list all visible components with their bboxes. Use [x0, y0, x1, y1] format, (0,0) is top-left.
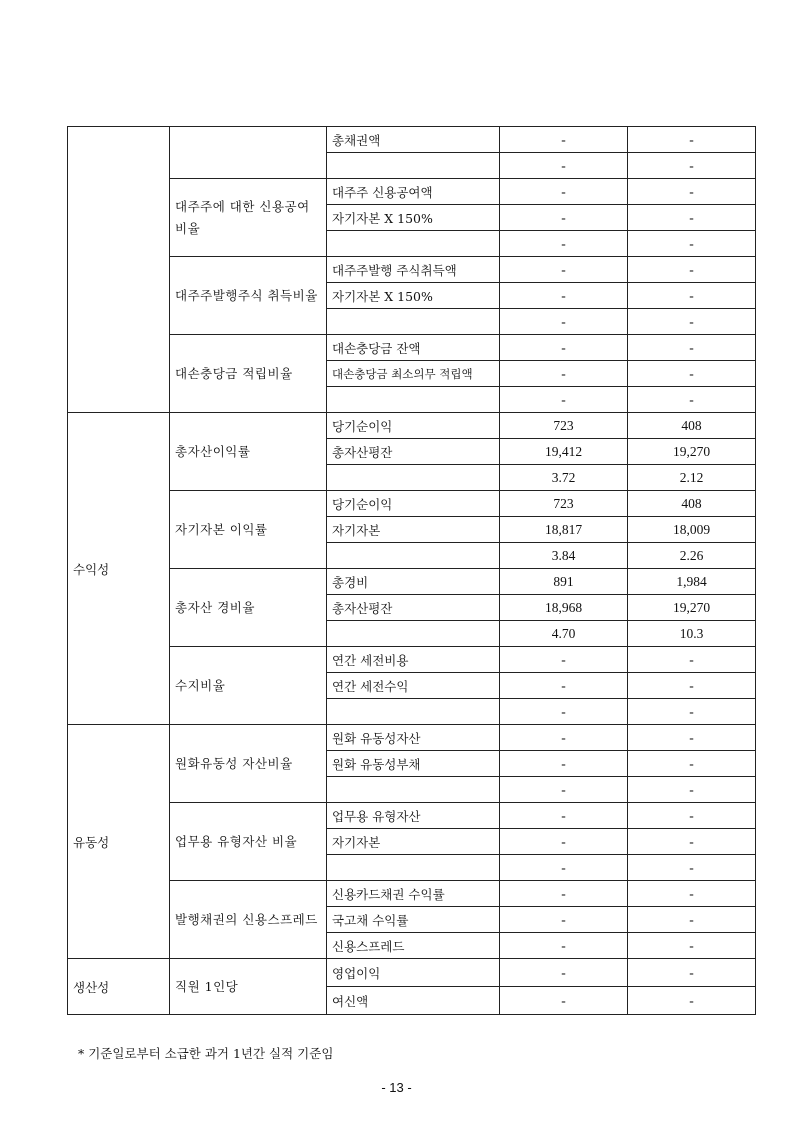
component-cell — [327, 777, 500, 803]
value-cell-2: - — [628, 647, 756, 673]
component-cell: 신용카드채권 수익률 — [327, 881, 500, 907]
table-row — [68, 127, 756, 153]
component-cell — [327, 387, 500, 413]
value-cell-1: - — [500, 127, 628, 153]
table-row — [68, 569, 756, 595]
value-cell-1: - — [500, 153, 628, 179]
value-cell-1: 723 — [500, 491, 628, 517]
value-cell-2: - — [628, 855, 756, 881]
value-cell-2: - — [628, 673, 756, 699]
table-row — [68, 257, 756, 283]
component-cell: 총자산평잔 — [327, 595, 500, 621]
value-cell-2: 1,984 — [628, 569, 756, 595]
item-cell: 자기자본 이익률 — [170, 491, 327, 569]
table-row — [68, 413, 756, 439]
component-cell: 연간 세전비용 — [327, 647, 500, 673]
component-cell: 원화 유동성자산 — [327, 725, 500, 751]
component-cell: 연간 세전수익 — [327, 673, 500, 699]
item-cell: 대손충당금 적립비율 — [170, 335, 327, 413]
value-cell-1: - — [500, 777, 628, 803]
item-cell: 직원 1인당 — [170, 959, 327, 1015]
table-row — [68, 179, 756, 205]
table-row — [68, 491, 756, 517]
value-cell-2: - — [628, 309, 756, 335]
value-cell-1: 891 — [500, 569, 628, 595]
component-cell — [327, 231, 500, 257]
table-row — [68, 335, 756, 361]
component-cell: 자기자본 — [327, 829, 500, 855]
value-cell-1: - — [500, 987, 628, 1015]
value-cell-1: 19,412 — [500, 439, 628, 465]
item-cell: 총자산이익률 — [170, 413, 327, 491]
value-cell-2: 19,270 — [628, 439, 756, 465]
value-cell-1: 723 — [500, 413, 628, 439]
value-cell-1: - — [500, 751, 628, 777]
item-cell: 수지비율 — [170, 647, 327, 725]
component-cell — [327, 855, 500, 881]
value-cell-2: - — [628, 829, 756, 855]
value-cell-2: - — [628, 987, 756, 1015]
value-cell-1: 3.84 — [500, 543, 628, 569]
category-cell: 수익성 — [68, 413, 170, 725]
value-cell-2: - — [628, 751, 756, 777]
component-cell: 당기순이익 — [327, 413, 500, 439]
value-cell-1: - — [500, 205, 628, 231]
component-cell: 대손충당금 최소의무 적립액 — [327, 361, 500, 387]
value-cell-1: - — [500, 855, 628, 881]
value-cell-2: - — [628, 335, 756, 361]
item-cell: 업무용 유형자산 비율 — [170, 803, 327, 881]
value-cell-1: - — [500, 309, 628, 335]
component-cell — [327, 621, 500, 647]
value-cell-1: - — [500, 803, 628, 829]
component-cell — [327, 543, 500, 569]
value-cell-2: - — [628, 283, 756, 309]
page-number: - 13 - — [381, 1080, 412, 1095]
component-cell: 대손충당금 잔액 — [327, 335, 500, 361]
table-row — [68, 647, 756, 673]
component-cell: 총채권액 — [327, 127, 500, 153]
value-cell-2: 10.3 — [628, 621, 756, 647]
value-cell-1: 4.70 — [500, 621, 628, 647]
value-cell-2: - — [628, 387, 756, 413]
value-cell-2: - — [628, 699, 756, 725]
value-cell-1: - — [500, 829, 628, 855]
value-cell-1: - — [500, 699, 628, 725]
value-cell-1: - — [500, 283, 628, 309]
value-cell-2: - — [628, 205, 756, 231]
value-cell-2: - — [628, 231, 756, 257]
item-cell: 대주주에 대한 신용공여비율 — [170, 179, 327, 257]
item-cell — [170, 127, 327, 179]
table-row — [68, 959, 756, 987]
value-cell-1: - — [500, 881, 628, 907]
value-cell-2: 2.12 — [628, 465, 756, 491]
component-cell: 당기순이익 — [327, 491, 500, 517]
value-cell-2: - — [628, 257, 756, 283]
value-cell-1: - — [500, 725, 628, 751]
component-cell: 여신액 — [327, 987, 500, 1015]
value-cell-2: 19,270 — [628, 595, 756, 621]
value-cell-1: - — [500, 257, 628, 283]
item-cell: 총자산 경비율 — [170, 569, 327, 647]
component-cell: 자기자본 X 150% — [327, 283, 500, 309]
component-cell: 대주주발행 주식취득액 — [327, 257, 500, 283]
component-cell: 총자산평잔 — [327, 439, 500, 465]
value-cell-2: - — [628, 361, 756, 387]
value-cell-1: - — [500, 959, 628, 987]
component-cell: 총경비 — [327, 569, 500, 595]
value-cell-1: - — [500, 387, 628, 413]
component-cell: 업무용 유형자산 — [327, 803, 500, 829]
value-cell-1: - — [500, 647, 628, 673]
value-cell-2: - — [628, 881, 756, 907]
component-cell: 원화 유동성부채 — [327, 751, 500, 777]
value-cell-2: 408 — [628, 491, 756, 517]
value-cell-1: - — [500, 673, 628, 699]
value-cell-2: - — [628, 725, 756, 751]
value-cell-2: 18,009 — [628, 517, 756, 543]
value-cell-2: - — [628, 803, 756, 829]
component-cell: 신용스프레드 — [327, 933, 500, 959]
table-row — [68, 725, 756, 751]
value-cell-2: - — [628, 179, 756, 205]
table-row — [68, 803, 756, 829]
item-cell: 발행채권의 신용스프레드 — [170, 881, 327, 959]
item-cell: 대주주발행주식 취득비율 — [170, 257, 327, 335]
component-cell — [327, 153, 500, 179]
table-row — [68, 881, 756, 907]
value-cell-2: 408 — [628, 413, 756, 439]
value-cell-2: - — [628, 153, 756, 179]
value-cell-1: - — [500, 335, 628, 361]
category-cell: 생산성 — [68, 959, 170, 1015]
item-cell: 원화유동성 자산비율 — [170, 725, 327, 803]
component-cell: 자기자본 — [327, 517, 500, 543]
value-cell-1: 3.72 — [500, 465, 628, 491]
value-cell-1: - — [500, 907, 628, 933]
component-cell: 자기자본 X 150% — [327, 205, 500, 231]
value-cell-1: - — [500, 231, 628, 257]
component-cell: 대주주 신용공여액 — [327, 179, 500, 205]
financial-ratio-table — [67, 126, 756, 1015]
value-cell-2: - — [628, 777, 756, 803]
footnote: * 기준일로부터 소급한 과거 1년간 실적 기준임 — [78, 1046, 334, 1061]
value-cell-1: 18,817 — [500, 517, 628, 543]
value-cell-1: - — [500, 361, 628, 387]
component-cell — [327, 309, 500, 335]
value-cell-2: - — [628, 959, 756, 987]
component-cell: 영업이익 — [327, 959, 500, 987]
value-cell-2: - — [628, 127, 756, 153]
value-cell-2: - — [628, 907, 756, 933]
value-cell-1: - — [500, 179, 628, 205]
value-cell-1: 18,968 — [500, 595, 628, 621]
category-cell: 유동성 — [68, 725, 170, 959]
value-cell-1: - — [500, 933, 628, 959]
component-cell — [327, 699, 500, 725]
component-cell — [327, 465, 500, 491]
value-cell-2: 2.26 — [628, 543, 756, 569]
value-cell-2: - — [628, 933, 756, 959]
category-cell — [68, 127, 170, 413]
component-cell: 국고채 수익률 — [327, 907, 500, 933]
